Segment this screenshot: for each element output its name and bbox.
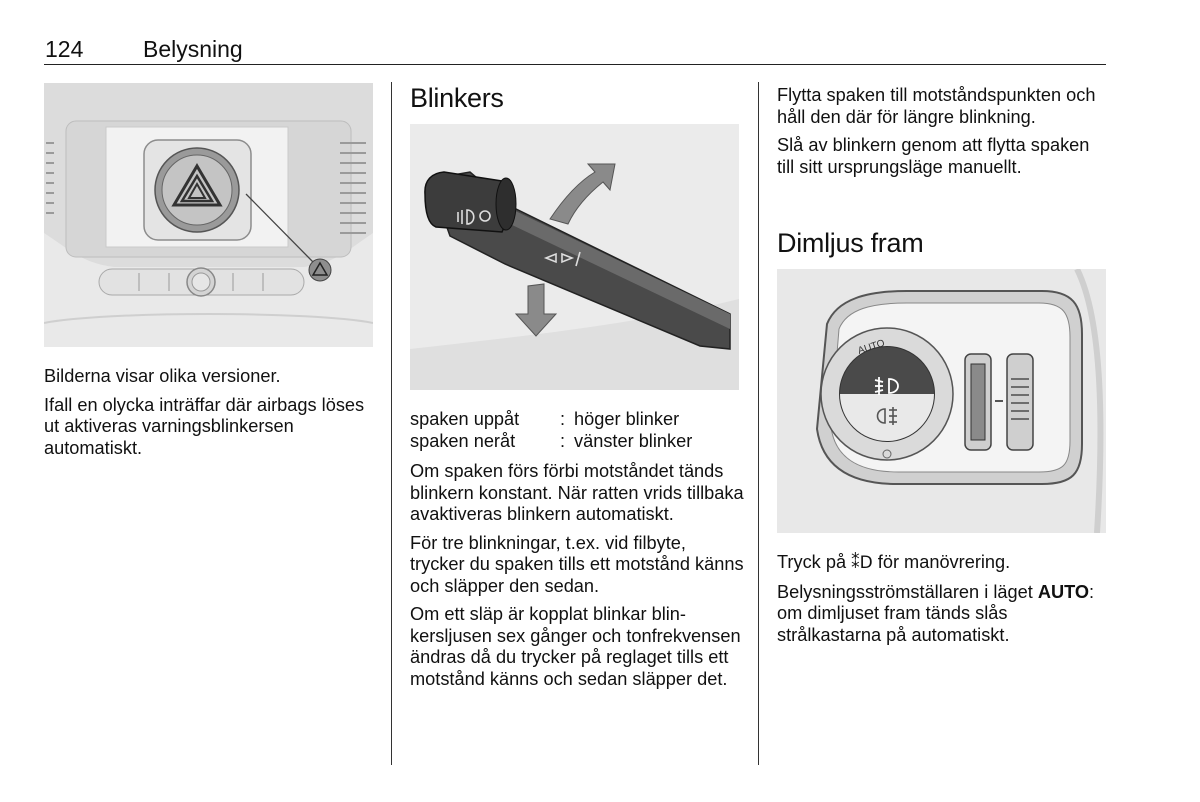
paragraph-three-blinks: För tre blinkningar, t.ex. vid filbyte, trycker du spaken tills ett motstånd känns och släpper den sedan. — [410, 532, 744, 596]
press-suffix: för manövrering. — [877, 552, 1011, 572]
paragraph-hold-lever: Flytta spaken till motståndspunkten och håll den där för längre blinkning. — [777, 85, 1096, 127]
paragraph-trailer: Om ett släp är kopplat blinkar blinkersljusen sex gånger och tonfrekvensen ändras då du trycker på reglaget tills ett motstånd känns och sedan släpper det. — [410, 604, 741, 689]
def-term-down: spaken neråt — [410, 430, 516, 451]
def-term-up: spaken uppåt — [410, 409, 520, 429]
column-divider-left — [391, 82, 392, 765]
auto-suffix: : om dimljuset fram tänds slås strålkastarna på automatiskt. — [777, 581, 1095, 645]
right-column-top-text — [777, 85, 1107, 185]
hazard-button-illustration — [44, 83, 373, 347]
paragraph-press-fog — [777, 552, 1107, 575]
right-column-bottom-text — [777, 552, 1107, 653]
heading-blinkers: Blinkers — [410, 83, 504, 113]
light-switch-drawing — [777, 269, 1106, 533]
turn-signal-lever-illustration — [410, 124, 739, 390]
signal-definition-list — [410, 409, 745, 452]
paragraph-turn-off: Slå av blinkern genom att flytta spaken till sitt ursprungsläge manuellt. — [777, 135, 1090, 177]
hazard-dashboard-drawing — [44, 83, 373, 347]
auto-keyword: AUTO — [1037, 581, 1090, 602]
hazard-paragraph: Ifall en olycka inträffar där airbags löses ut aktiveras varningsblinkersen automatiskt. — [44, 394, 365, 458]
page-header — [44, 34, 1106, 65]
auto-label: AUTO — [856, 337, 887, 357]
def-sep-down: : — [560, 430, 566, 451]
middle-column-text — [410, 409, 745, 697]
column-divider-right — [758, 82, 759, 765]
page-number: 124 — [45, 36, 84, 62]
def-desc-up: höger blinker — [574, 409, 680, 429]
press-prefix: Tryck på — [777, 552, 847, 572]
lever-drawing — [410, 124, 739, 390]
paragraph-auto-mode — [777, 582, 1107, 647]
figure-caption: Bilderna visar olika versioner. — [44, 366, 281, 386]
auto-prefix: Belysningsströmställaren i läget — [777, 581, 1033, 602]
def-desc-down: vänster blinker — [574, 430, 693, 451]
light-switch-illustration — [777, 269, 1106, 533]
heading-front-fog: Dimljus fram — [777, 228, 924, 258]
front-fog-light-icon: ⁑D — [851, 553, 873, 573]
paragraph-constant-blink: Om spaken förs förbi motståndet tänds blinkern konstant. När ratten vrids tillbaka avaktiveras blinkern automatiskt. — [410, 461, 744, 524]
left-column-text — [44, 366, 376, 466]
section-title: Belysning — [143, 36, 243, 62]
def-sep-up: : — [560, 409, 566, 429]
